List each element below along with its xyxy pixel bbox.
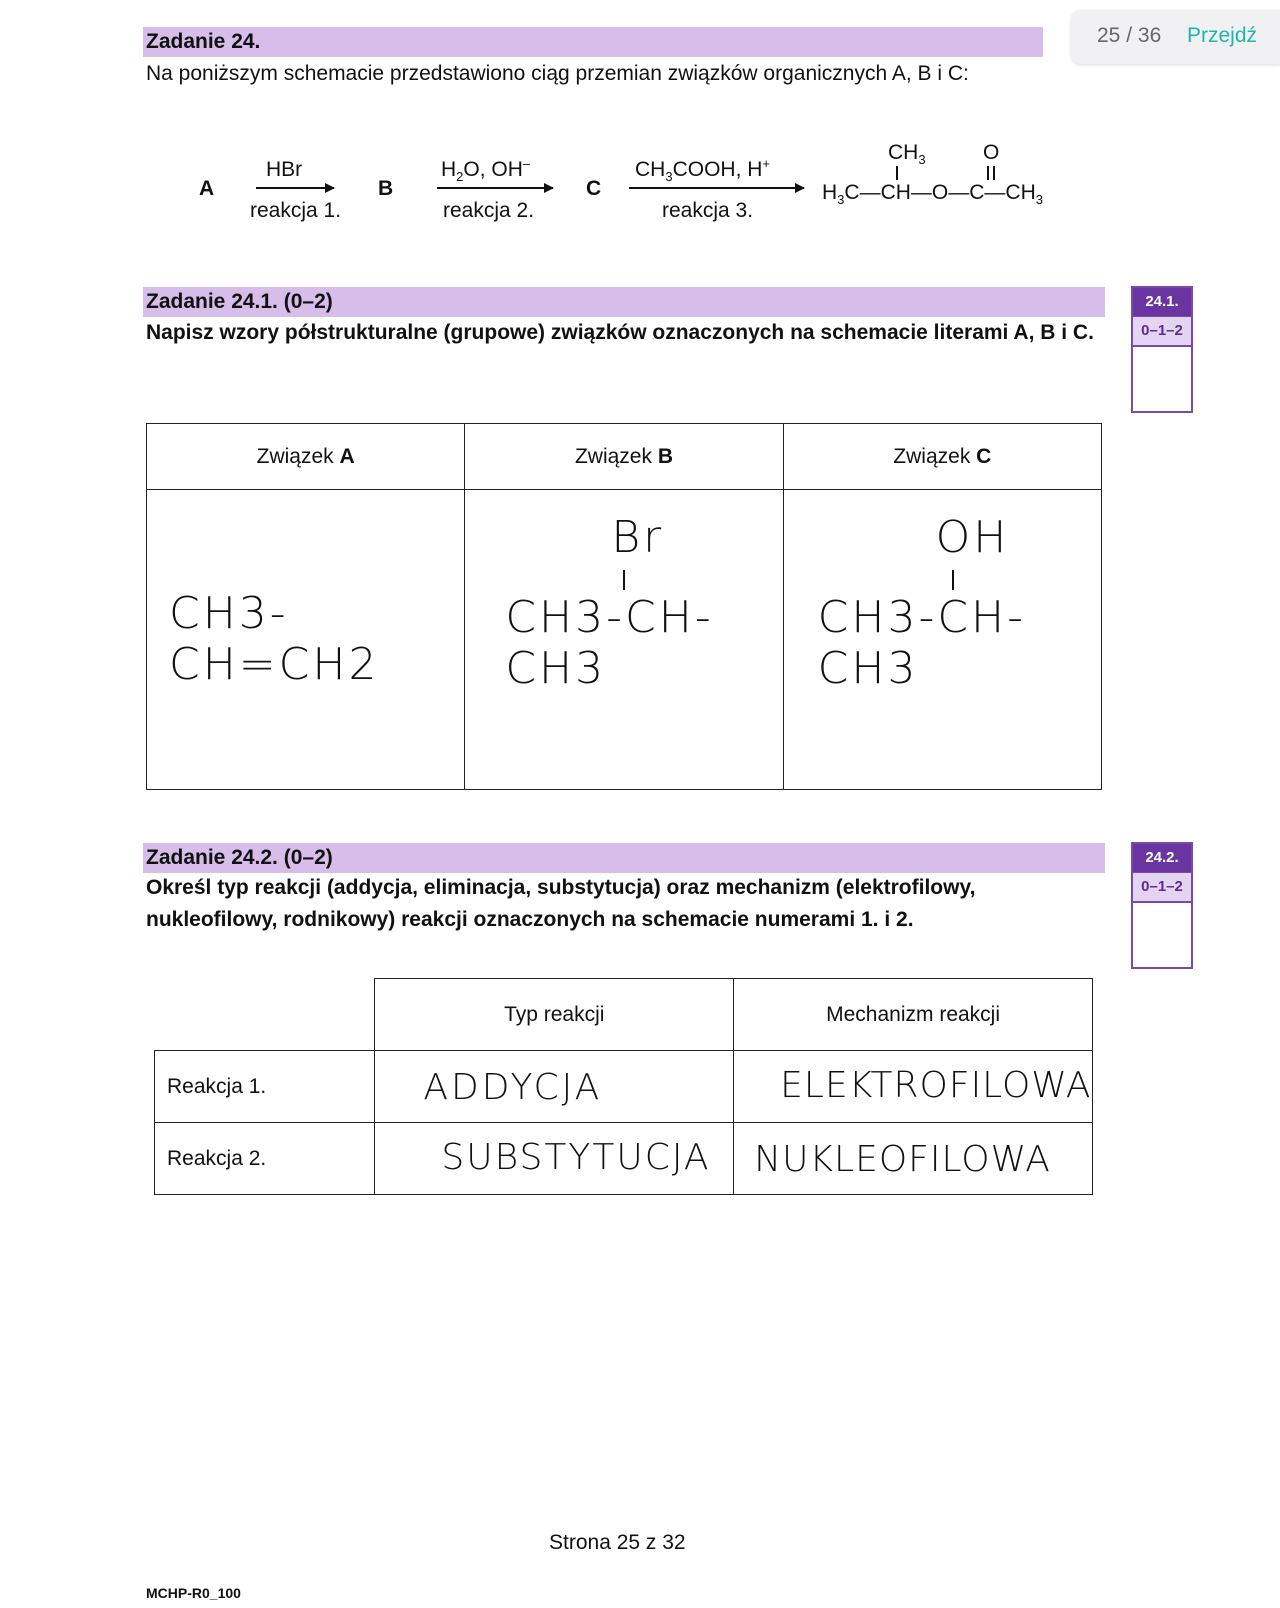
score-points: 0–1–2	[1133, 316, 1191, 347]
empty-corner-cell	[155, 979, 375, 1051]
handwritten-formula-c: CH3-CH-CH3	[817, 592, 1027, 694]
answer-type-reaction-1[interactable]	[375, 1051, 734, 1123]
arrow-1	[256, 187, 334, 189]
header-compound-a: Związek A	[147, 424, 465, 490]
score-entry-field[interactable]	[1133, 903, 1191, 967]
answer-compound-c[interactable]	[783, 490, 1101, 790]
reaction-2-label: reakcja 2.	[443, 199, 535, 222]
task-24-header-bar	[143, 27, 1043, 57]
product-double-bond-left	[987, 166, 989, 180]
handwritten-bond-c	[952, 570, 954, 590]
handwritten-formula-a: CH3-CH=CH2	[169, 588, 380, 690]
row-label-reaction-2: Reakcja 2.	[155, 1123, 375, 1195]
product-carbonyl-oxygen: O	[983, 141, 1000, 164]
score-entry-field[interactable]	[1133, 347, 1191, 411]
handwritten-formula-b: CH3-CH-CH3	[505, 592, 714, 694]
task-24-2-title: Zadanie 24.2. (0–2)	[146, 846, 333, 869]
reagent-3: $CH_3COOH$, H+	[635, 156, 771, 185]
product-bond-vertical	[896, 166, 898, 180]
handwritten-mechanism-1: ELEKTROFILOWA	[780, 1065, 1092, 1106]
compound-c-label: C	[586, 177, 602, 200]
header-reaction-mechanism: Mechanizm reakcji	[734, 979, 1093, 1051]
handwritten-mechanism-2: NUKLEOFILOWA	[754, 1139, 1051, 1180]
score-points: 0–1–2	[1133, 872, 1191, 903]
document-code: MCHP-R0_100	[146, 1585, 241, 1601]
answer-mechanism-reaction-2[interactable]	[734, 1123, 1093, 1195]
arrow-2	[437, 187, 553, 189]
row-label-reaction-1: Reakcja 1.	[155, 1051, 375, 1123]
handwritten-type-1: ADDYCJA	[423, 1067, 603, 1108]
answer-compound-b[interactable]	[465, 490, 783, 790]
task-24-1-title: Zadanie 24.1. (0–2)	[146, 290, 333, 313]
arrow-3	[629, 187, 804, 189]
score-box-24-1	[1131, 286, 1193, 413]
product-methyl-group: $CH_3$	[888, 141, 926, 168]
go-to-page-button[interactable]: Przejdź	[1187, 24, 1258, 47]
task-24-2-instruction: Określ typ reakcji (addycja, eliminacja, substytucja) oraz mechanizm (elektrofilowy, nukleofilowy, rodnikowy) reakcji oznaczonych na schemacie numerami 1. i 2.	[146, 876, 976, 931]
score-box-24-2	[1131, 842, 1193, 969]
handwritten-substituent-c: OH	[935, 512, 1010, 563]
score-number: 24.1.	[1133, 288, 1191, 316]
product-double-bond-right	[993, 166, 995, 180]
compound-a-label: A	[199, 177, 215, 200]
handwritten-substituent-b: Br	[611, 512, 665, 563]
page-counter: 25 / 36	[1097, 24, 1162, 47]
page-indicator	[1071, 10, 1280, 64]
handwritten-bond-b	[623, 570, 625, 590]
header-reaction-type: Typ reakcji	[375, 979, 734, 1051]
reaction-1-label: reakcja 1.	[250, 199, 342, 222]
product-chain: $H_3C—CH—O—C—CH_3$	[822, 181, 1043, 208]
task-24-intro: Na poniższym schemacie przedstawiono ciąg przemian związków organicznych A, B i C:	[146, 62, 969, 85]
reaction-3-label: reakcja 3.	[662, 199, 754, 222]
score-number: 24.2.	[1133, 844, 1191, 872]
header-compound-b: Związek B	[465, 424, 783, 490]
handwritten-type-2: SUBSTYTUCJA	[441, 1137, 711, 1178]
reactions-table	[154, 978, 1093, 1195]
answer-compound-a[interactable]	[147, 490, 465, 790]
task-24-title: Zadanie 24.	[146, 30, 261, 53]
reagent-2: $H_2O$, OH–	[441, 156, 531, 185]
compounds-table	[146, 423, 1102, 790]
task-24-1-instruction: Napisz wzory półstrukturalne (grupowe) związków oznaczonych na schemacie literami A, B i C.	[146, 321, 1094, 344]
page-footer-number: Strona 25 z 32	[549, 1531, 686, 1554]
compound-b-label: B	[378, 177, 394, 200]
reagent-1: HBr	[266, 158, 303, 181]
answer-mechanism-reaction-1[interactable]	[734, 1051, 1093, 1123]
answer-type-reaction-2[interactable]	[375, 1123, 734, 1195]
header-compound-c: Związek C	[783, 424, 1101, 490]
